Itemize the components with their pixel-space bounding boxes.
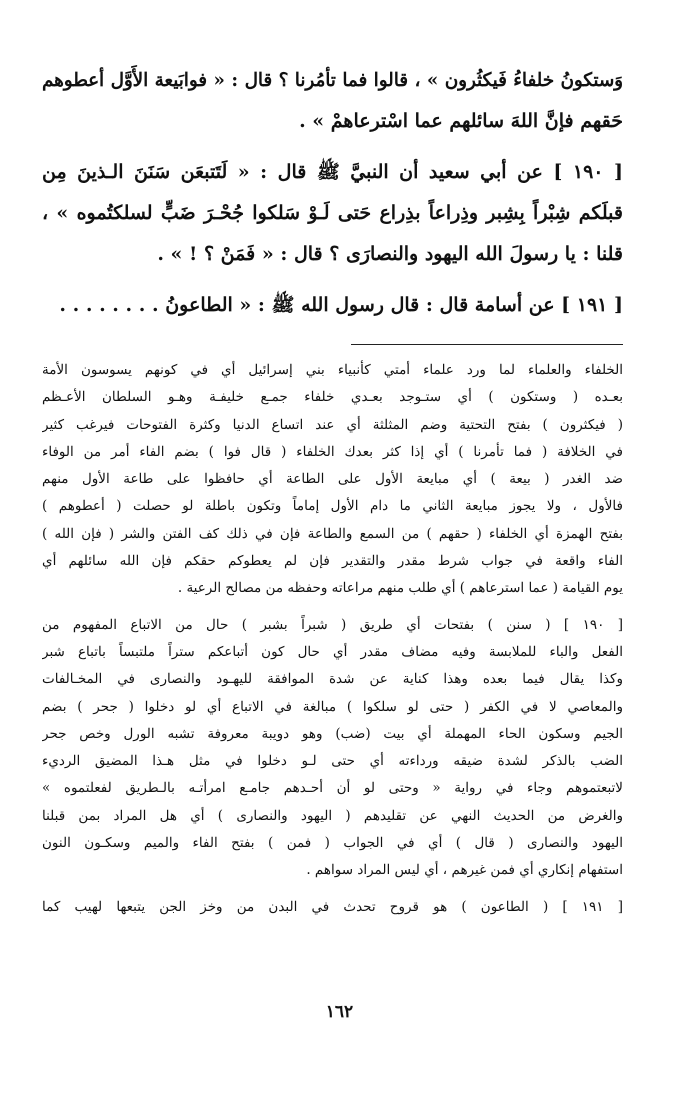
footnote-191-line: [ ١٩١ ] ( الطاعون ) هو قروح تحدث في البدن من وخز الجن يتبعها لهيب كما: [42, 898, 623, 915]
hadith-190-line: [ ١٩٠ ] عن أبي سعيد أن النبيَّ ﷺ قال : « لَتَتبعَن سَنَنَ الـذينَ مِن: [42, 161, 623, 183]
hadith-line: وَستكونُ خلفاءُ فَيكثُرون » ، قالوا فما تأمُرنا ؟ قال : « فوابَيعة الأَوَّل أعطوهم: [42, 70, 623, 91]
footnote-line: في الخلافة ( فما تأمرنا ) أي إذا كثر بعدك الخلفاء ( قال فوا ) بضم الفاء أمر من الوفاء: [42, 443, 623, 460]
hadith-line: قبلَكم شِبْراً بِشِبر وذِراعاً بذِراع حَتى لَـوْ سَلكوا جُحْـرَ ضَبٍّ لسلكتُموه » ،: [42, 202, 623, 224]
footnote-line: الفاء واقعة في جواب شرط مقدر والتقدير فإن لم يعطوكم حقكم فإن الله سائلهم أي: [42, 553, 623, 570]
footnote-line: ضد الغدر ( بيعة ) أي مبايعة الأول على الطاعة أي حافظوا على طاعة الأول منهم: [42, 471, 623, 488]
footnote-190-line: [ ١٩٠ ] ( سنن ) بفتحات أي طريق ( شبراً بشبر ) حال من الاتباع المفهوم من: [42, 616, 623, 633]
footnote-line: فالأول ، ولا يجوز مبايعة الثاني ما دام الأول إماماً وتكون باطلة لو حصلت ( أعطوهم ): [42, 498, 623, 515]
footnote-line: ( فيكثرون ) بفتح التحتية وضم المثلثة أي عند اتساع الدنيا وكثرة الفتوحات فيرغب كثير: [42, 416, 623, 433]
footnote-line: الجيم وسكون الحاء المهملة أي بيت (ضب) وهو دويبة معروفة تشبه الورل وخص جحر: [42, 725, 623, 742]
footnote-line: وكذا يقال فيما بعده وهذا كناية عن شدة الموافقة لليهـود والنصارى في المخـالفات: [42, 671, 623, 688]
footnote-line: اليهود والنصارى ( قال ) أي في الجواب ( فمن ) بفتح الفاء والميم وسكـون النون: [42, 835, 623, 852]
footnote-line: الفعل والباء للملابسة وفيه مضاف مقدر أي حال كون أتباعكم ستراً ملتبساً باتباع شبر: [42, 643, 623, 660]
hadith-191-line: [ ١٩١ ] عن أسامة قال : قال رسول الله ﷺ : « الطاعونُ . . . . . . . .: [59, 294, 623, 316]
footnote-line: الخلفاء والعلماء لما ورد علماء أمتي كأنبياء بني إسرائيل أي في كونهم يسوسون الأمة: [42, 362, 623, 378]
footnote-line: لاتبعتموهم وجاء في رواية « وحتى لو أن أحـدهم جامـع امرأتـه بالـطريق لفعلتموه »: [42, 780, 623, 797]
footnote-line: والمعاصي لا في الكفر ( حتى لو سلكوا ) مبالغة في الاتباع أي لو دخلوا ( جحر ) بضم: [42, 698, 623, 715]
footnote-line: والغرض من الحديث النهي عن تقليدهم ( اليهود والنصارى ) أي هل المراد بمن قبلنا: [42, 807, 623, 824]
hadith-line: حَقهم فإنَّ اللهَ سائلهم عما اسْترعاهمْ » .: [299, 110, 623, 132]
footnote-divider: [351, 344, 623, 345]
footnote-line: بفتح الهمزة أي الخلفاء ( حقهم ) من السمع والطاعة فإن في ذلك كف الفتن والشر ( فإن الله ): [42, 525, 623, 542]
footnote-line: الضب بالذكر لشدة ضيقه ورداءته أي حتى لـو دخلوا في مثل هـذا المضيق الرديء: [42, 753, 623, 770]
page-number: ١٦٢: [325, 1002, 354, 1022]
footnote-line: استفهام إنكاري أي فمن غيرهم ، أي ليس المراد سواهم .: [306, 862, 623, 879]
footnote-line: يوم القيامة ( عما استرعاهم ) أي طلب منهم مراعاته وحفظه من مصالح الرعية .: [177, 580, 623, 597]
footnote-line: بعـده ( وستكون ) أي ستـوجد بعـدي خلفاء جمـع خليفـة وهـو السلطان الأعـظم: [42, 389, 623, 406]
hadith-line: قلنا : يا رسولَ الله اليهود والنصارَى ؟ قال : « فَمَنْ ؟ ! » .: [157, 243, 623, 265]
hadith-text: [42, 60, 623, 326]
footnotes: [42, 357, 623, 921]
